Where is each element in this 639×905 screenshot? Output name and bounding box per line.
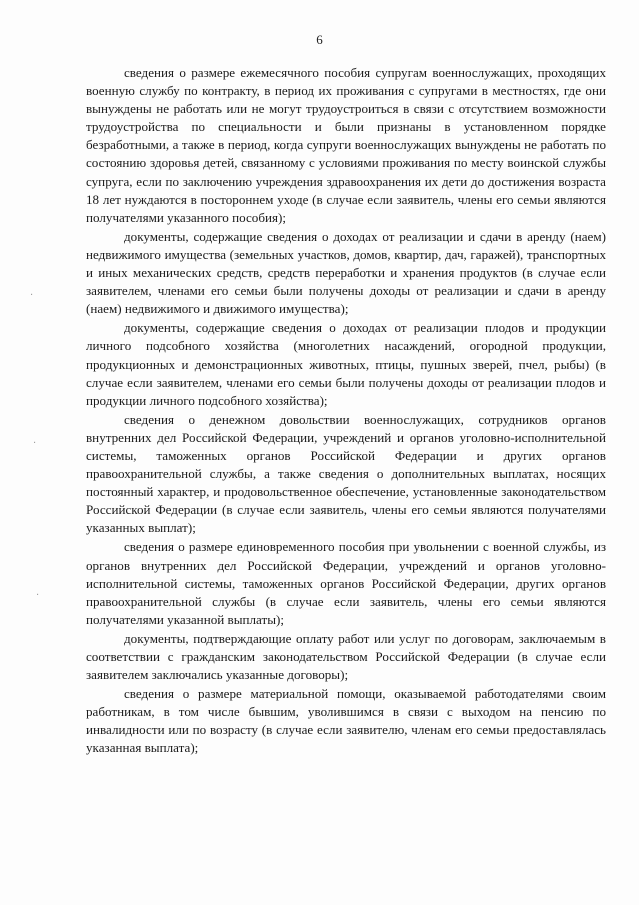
body-text: [86, 64, 606, 759]
paragraph-farm-income: документы, содержащие сведения о доходах от реализации плодов и продукции личного подсобного хозяйства (многолетних насаждений, огородной продукции, продукционных и демонстрационных животных, птицы, пушных зверей, пчел, рыбы) (в случае если заявителем, членами его семьи были получены доходы от реализации плодов и продукции личного подсобного хозяйства);: [86, 320, 606, 408]
paragraph-material-aid: сведения о размере материальной помощи, оказываемой работодателями своим работникам, в том числе бывшим, уволившимся в связи с выходом на пенсию по инвалидности или по возрасту (в случае если заявителю, членам его семьи предоставлялась указанная выплата);: [86, 686, 606, 756]
margin-speck: ·: [36, 590, 40, 601]
paragraph-contract-payments: документы, подтверждающие оплату работ или услуг по договорам, заключаемым в соответствии с гражданским законодательством Российской Федерации (в случае если заявителем заключались указанные договоры);: [86, 630, 606, 683]
margin-speck: ·: [30, 290, 34, 301]
paragraph-severance-allowance: сведения о размере единовременного пособия при увольнении с военной службы, из органов внутренних дел Российской Федерации, учреждений и органов уголовно-исполнительной системы, таможенных органов Российской Федерации, других органов правоохранительной службы (в случае если заявитель, члены его семьи являются получателями указанной выплаты);: [86, 539, 606, 627]
paragraph-military-pay: сведения о денежном довольствии военнослужащих, сотрудников органов внутренних дел Российской Федерации, учреждений и органов уголовно-исполнительной системы, таможенных органов Российской Федерации и других органов правоохранительной службы, а также сведения о дополнительных выплатах, носящих постоянный характер, и продовольственное обеспечение, установленные законодательством Российской Федерации (в случае если заявитель, члены его семьи являются получателями указанных выплат);: [86, 411, 606, 536]
paragraph-property-income: документы, содержащие сведения о доходах от реализации и сдачи в аренду (наем) недвижимого имущества (земельных участков, домов, квартир, дач, гаражей), транспортных и иных механических средств, средств переработки и хранения продуктов (в случае если заявителем, членами его семьи были получены доходы от реализации и сдачи в аренду (наем) недвижимого и движимого имущества);: [86, 228, 606, 317]
paragraph-monthly-allowance: сведения о размере ежемесячного пособия супругам военнослужащих, проходящих военную службу по контракту, в период их проживания с супругами в местностях, где они вынуждены не работать или не могут трудоустроиться в связи с отсутствием возможности трудоустройства по специальности и были признаны в установленном порядке безработными, а также в период, когда супруги военнослужащих вынуждены не работать по состоянию здоровья детей, связанному с условиями проживания по месту воинской службы супруга, если по заключению учреждения здравоохранения их дети до достижения возраста 18 лет нуждаются в постороннем уходе (в случае если заявитель, члены его семьи являются получателями указанного пособия);: [86, 65, 606, 225]
page-number: 6: [316, 32, 323, 47]
margin-speck: ·: [33, 438, 37, 449]
